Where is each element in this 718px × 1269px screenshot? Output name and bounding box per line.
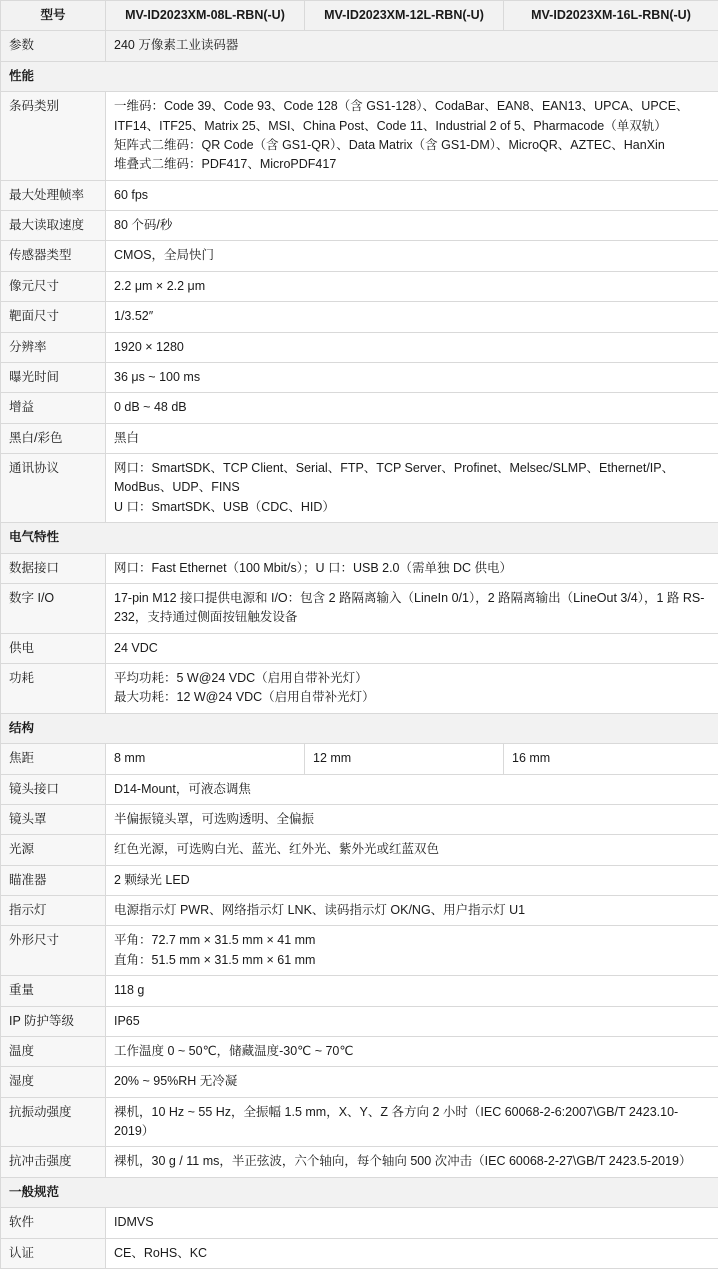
- row-label-gain: 增益: [1, 393, 106, 423]
- dimensions-line-1: 平角：72.7 mm × 31.5 mm × 41 mm: [114, 931, 710, 950]
- row-value-power-consumption: [106, 664, 718, 714]
- row-label-parameter: 参数: [1, 31, 106, 61]
- protocol-line-2: U 口：SmartSDK、USB（CDC、HID）: [114, 498, 710, 517]
- row-temperature: [1, 1036, 718, 1066]
- row-value-pixel-size: 2.2 μm × 2.2 μm: [106, 271, 718, 301]
- row-label-light-source: 光源: [1, 835, 106, 865]
- section-structure: [1, 713, 718, 743]
- row-label-data-interface: 数据接口: [1, 553, 106, 583]
- row-label-power-consumption: 功耗: [1, 664, 106, 714]
- row-target-size: [1, 302, 718, 332]
- row-value-lens-cover: 半偏振镜头罩，可选购透明、全偏振: [106, 804, 718, 834]
- row-label-digital-io: 数字 I/O: [1, 583, 106, 633]
- row-ip-rating: [1, 1006, 718, 1036]
- row-value-lens-mount: D14-Mount，可液态调焦: [106, 774, 718, 804]
- power-consumption-line-1: 平均功耗：5 W@24 VDC（启用自带补光灯）: [114, 669, 710, 688]
- section-title-general: 一般规范: [1, 1177, 718, 1207]
- row-value-exposure-time: 36 μs ~ 100 ms: [106, 362, 718, 392]
- row-label-target-size: 靶面尺寸: [1, 302, 106, 332]
- row-label-barcode-types: 条码类别: [1, 92, 106, 181]
- row-value-target-size: 1/3.52″: [106, 302, 718, 332]
- row-value-data-interface: 网口：Fast Ethernet（100 Mbit/s）；U 口：USB 2.0（需单独 DC 供电）: [106, 553, 718, 583]
- row-value-protocol: [106, 454, 718, 523]
- row-value-gain: 0 dB ~ 48 dB: [106, 393, 718, 423]
- row-label-max-frame-rate: 最大处理帧率: [1, 180, 106, 210]
- row-value-shock: 裸机，30 g / 11 ms，半正弦波，六个轴向，每个轴向 500 次冲击（IEC 60068-2-27\GB/T 2423.5-2019）: [106, 1147, 718, 1177]
- row-value-light-source: 红色光源，可选购白光、蓝光、红外光、紫外光或红蓝双色: [106, 835, 718, 865]
- row-value-mono-color: 黑白: [106, 423, 718, 453]
- row-label-mono-color: 黑白/彩色: [1, 423, 106, 453]
- row-parameter: [1, 31, 718, 61]
- row-resolution: [1, 332, 718, 362]
- row-weight: [1, 976, 718, 1006]
- row-focal-length: [1, 744, 718, 774]
- row-exposure-time: [1, 362, 718, 392]
- row-dimensions: [1, 926, 718, 976]
- row-value-indicator: 电源指示灯 PWR、网络指示灯 LNK、读码指示灯 OK/NG、用户指示灯 U1: [106, 896, 718, 926]
- row-value-certification: CE、RoHS、KC: [106, 1238, 718, 1268]
- row-light-source: [1, 835, 718, 865]
- row-label-vibration: 抗振动强度: [1, 1097, 106, 1147]
- row-value-digital-io: 17-pin M12 接口提供电源和 I/O：包含 2 路隔离输入（LineIn 0/1），2 路隔离输出（LineOut 3/4），1 路 RS-232，支持通过侧面按钮触发设备: [106, 583, 718, 633]
- row-value-sensor-type: CMOS，全局快门: [106, 241, 718, 271]
- row-vibration: [1, 1097, 718, 1147]
- row-label-focal-length: 焦距: [1, 744, 106, 774]
- row-max-read-speed: [1, 211, 718, 241]
- row-lens-cover: [1, 804, 718, 834]
- row-label-aimer: 瞄准器: [1, 865, 106, 895]
- row-label-shock: 抗冲击强度: [1, 1147, 106, 1177]
- row-value-ip-rating: IP65: [106, 1006, 718, 1036]
- row-value-focal-length-3: 16 mm: [504, 744, 718, 774]
- protocol-line-1: 网口：SmartSDK、TCP Client、Serial、FTP、TCP Server、Profinet、Melsec/SLMP、Ethernet/IP、ModBus、UDP、FINS: [114, 459, 710, 498]
- row-lens-mount: [1, 774, 718, 804]
- row-label-temperature: 温度: [1, 1036, 106, 1066]
- header-model-label: 型号: [1, 1, 106, 31]
- section-performance: [1, 61, 718, 91]
- row-label-lens-mount: 镜头接口: [1, 774, 106, 804]
- header-model-3: MV-ID2023XM-16L-RBN(-U): [504, 1, 718, 31]
- row-indicator: [1, 896, 718, 926]
- row-data-interface: [1, 553, 718, 583]
- row-max-frame-rate: [1, 180, 718, 210]
- row-value-vibration: 裸机，10 Hz ~ 55 Hz，全振幅 1.5 mm，X、Y、Z 各方向 2 小时（IEC 60068-2-6:2007\GB/T 2423.10-2019）: [106, 1097, 718, 1147]
- section-electrical: [1, 523, 718, 553]
- row-label-indicator: 指示灯: [1, 896, 106, 926]
- row-label-resolution: 分辨率: [1, 332, 106, 362]
- row-value-focal-length-2: 12 mm: [305, 744, 504, 774]
- barcode-types-line-2: 矩阵式二维码：QR Code（含 GS1-QR）、Data Matrix（含 GS1-DM）、MicroQR、AZTEC、HanXin: [114, 136, 710, 155]
- row-protocol: [1, 454, 718, 523]
- row-shock: [1, 1147, 718, 1177]
- row-aimer: [1, 865, 718, 895]
- row-value-resolution: 1920 × 1280: [106, 332, 718, 362]
- row-sensor-type: [1, 241, 718, 271]
- row-label-ip-rating: IP 防护等级: [1, 1006, 106, 1036]
- row-label-weight: 重量: [1, 976, 106, 1006]
- row-value-temperature: 工作温度 0 ~ 50℃，储藏温度-30℃ ~ 70℃: [106, 1036, 718, 1066]
- row-value-max-frame-rate: 60 fps: [106, 180, 718, 210]
- row-digital-io: [1, 583, 718, 633]
- row-value-power-supply: 24 VDC: [106, 633, 718, 663]
- row-certification: [1, 1238, 718, 1268]
- row-power-consumption: [1, 664, 718, 714]
- row-power-supply: [1, 633, 718, 663]
- dimensions-line-2: 直角：51.5 mm × 31.5 mm × 61 mm: [114, 951, 710, 970]
- row-label-dimensions: 外形尺寸: [1, 926, 106, 976]
- row-label-lens-cover: 镜头罩: [1, 804, 106, 834]
- row-gain: [1, 393, 718, 423]
- row-value-parameter: 240 万像素工业读码器: [106, 31, 718, 61]
- row-value-humidity: 20% ~ 95%RH 无冷凝: [106, 1067, 718, 1097]
- power-consumption-line-2: 最大功耗：12 W@24 VDC（启用自带补光灯）: [114, 688, 710, 707]
- section-title-electrical: 电气特性: [1, 523, 718, 553]
- row-label-humidity: 湿度: [1, 1067, 106, 1097]
- row-mono-color: [1, 423, 718, 453]
- header-model-1: MV-ID2023XM-08L-RBN(-U): [106, 1, 305, 31]
- row-value-max-read-speed: 80 个码/秒: [106, 211, 718, 241]
- row-barcode-types: [1, 92, 718, 181]
- row-value-weight: 118 g: [106, 976, 718, 1006]
- row-humidity: [1, 1067, 718, 1097]
- section-general: [1, 1177, 718, 1207]
- section-title-structure: 结构: [1, 713, 718, 743]
- row-software: [1, 1208, 718, 1238]
- row-label-software: 软件: [1, 1208, 106, 1238]
- row-label-sensor-type: 传感器类型: [1, 241, 106, 271]
- row-value-barcode-types: [106, 92, 718, 181]
- row-label-pixel-size: 像元尺寸: [1, 271, 106, 301]
- row-label-exposure-time: 曝光时间: [1, 362, 106, 392]
- row-label-max-read-speed: 最大读取速度: [1, 211, 106, 241]
- section-title-performance: 性能: [1, 61, 718, 91]
- table-header-row: [1, 1, 718, 31]
- row-value-focal-length-1: 8 mm: [106, 744, 305, 774]
- row-label-power-supply: 供电: [1, 633, 106, 663]
- header-model-2: MV-ID2023XM-12L-RBN(-U): [305, 1, 504, 31]
- row-label-protocol: 通讯协议: [1, 454, 106, 523]
- row-label-certification: 认证: [1, 1238, 106, 1268]
- row-value-aimer: 2 颗绿光 LED: [106, 865, 718, 895]
- barcode-types-line-3: 堆叠式二维码：PDF417、MicroPDF417: [114, 155, 710, 174]
- row-value-software: IDMVS: [106, 1208, 718, 1238]
- barcode-types-line-1: 一维码：Code 39、Code 93、Code 128（含 GS1-128）、CodaBar、EAN8、EAN13、UPCA、UPCE、ITF14、ITF25、Matrix 25、MSI、China Post、Code 11、Industrial 2 of 5、Pharmacode（单双轨）: [114, 97, 710, 136]
- row-value-dimensions: [106, 926, 718, 976]
- row-pixel-size: [1, 271, 718, 301]
